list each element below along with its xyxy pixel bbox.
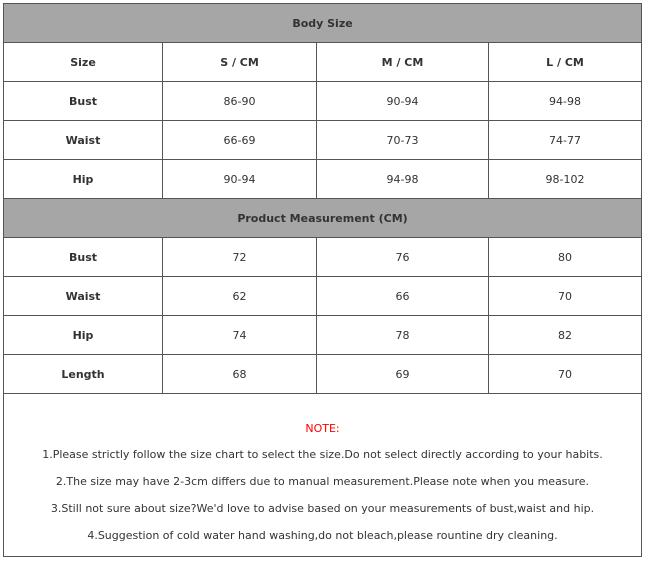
- cell-value: 76: [317, 238, 489, 277]
- notes-row: [4, 394, 642, 557]
- cell-value: 69: [317, 355, 489, 394]
- note-line-1: 1.Please strictly follow the size chart to select the size.Do not select directly according to your habits.: [42, 448, 603, 461]
- row-label: Waist: [4, 277, 163, 316]
- cell-value: 82: [489, 316, 642, 355]
- cell-value: 74: [163, 316, 317, 355]
- table-row: [4, 277, 642, 316]
- size-chart-table: [3, 3, 642, 557]
- note-line-4: 4.Suggestion of cold water hand washing,do not bleach,please rountine dry cleaning.: [87, 529, 558, 542]
- row-label: Hip: [4, 160, 163, 199]
- cell-value: 70: [489, 277, 642, 316]
- table-row: [4, 238, 642, 277]
- note-line-3: 3.Still not sure about size?We'd love to advise based on your measurements of bust,waist and hip.: [50, 502, 595, 515]
- row-label: Bust: [4, 238, 163, 277]
- cell-value: 80: [489, 238, 642, 277]
- cell-value: 86-90: [163, 82, 317, 121]
- table-row: [4, 121, 642, 160]
- table-row: [4, 82, 642, 121]
- cell-value: 78: [317, 316, 489, 355]
- table-row: [4, 355, 642, 394]
- header-l: L / CM: [489, 43, 642, 82]
- product-measurement-title: Product Measurement (CM): [4, 199, 642, 238]
- note-line-2: 2.The size may have 2-3cm differs due to manual measurement.Please note when you measure.: [55, 475, 590, 488]
- row-label: Length: [4, 355, 163, 394]
- body-size-title: Body Size: [4, 4, 642, 43]
- cell-value: 90-94: [317, 82, 489, 121]
- cell-value: 66: [317, 277, 489, 316]
- cell-value: 68: [163, 355, 317, 394]
- body-size-band: [4, 4, 642, 43]
- cell-value: 70-73: [317, 121, 489, 160]
- header-s: S / CM: [163, 43, 317, 82]
- cell-value: 94-98: [317, 160, 489, 199]
- row-label: Bust: [4, 82, 163, 121]
- cell-value: 66-69: [163, 121, 317, 160]
- cell-value: 70: [489, 355, 642, 394]
- product-measurement-band: [4, 199, 642, 238]
- note-title: NOTE:: [305, 422, 340, 435]
- cell-value: 98-102: [489, 160, 642, 199]
- size-header-row: [4, 43, 642, 82]
- cell-value: 72: [163, 238, 317, 277]
- row-label: Hip: [4, 316, 163, 355]
- row-label: Waist: [4, 121, 163, 160]
- table-row: [4, 160, 642, 199]
- table-row: [4, 316, 642, 355]
- cell-value: 62: [163, 277, 317, 316]
- notes-cell: [4, 394, 642, 557]
- cell-value: 94-98: [489, 82, 642, 121]
- header-m: M / CM: [317, 43, 489, 82]
- cell-value: 74-77: [489, 121, 642, 160]
- header-size: Size: [4, 43, 163, 82]
- cell-value: 90-94: [163, 160, 317, 199]
